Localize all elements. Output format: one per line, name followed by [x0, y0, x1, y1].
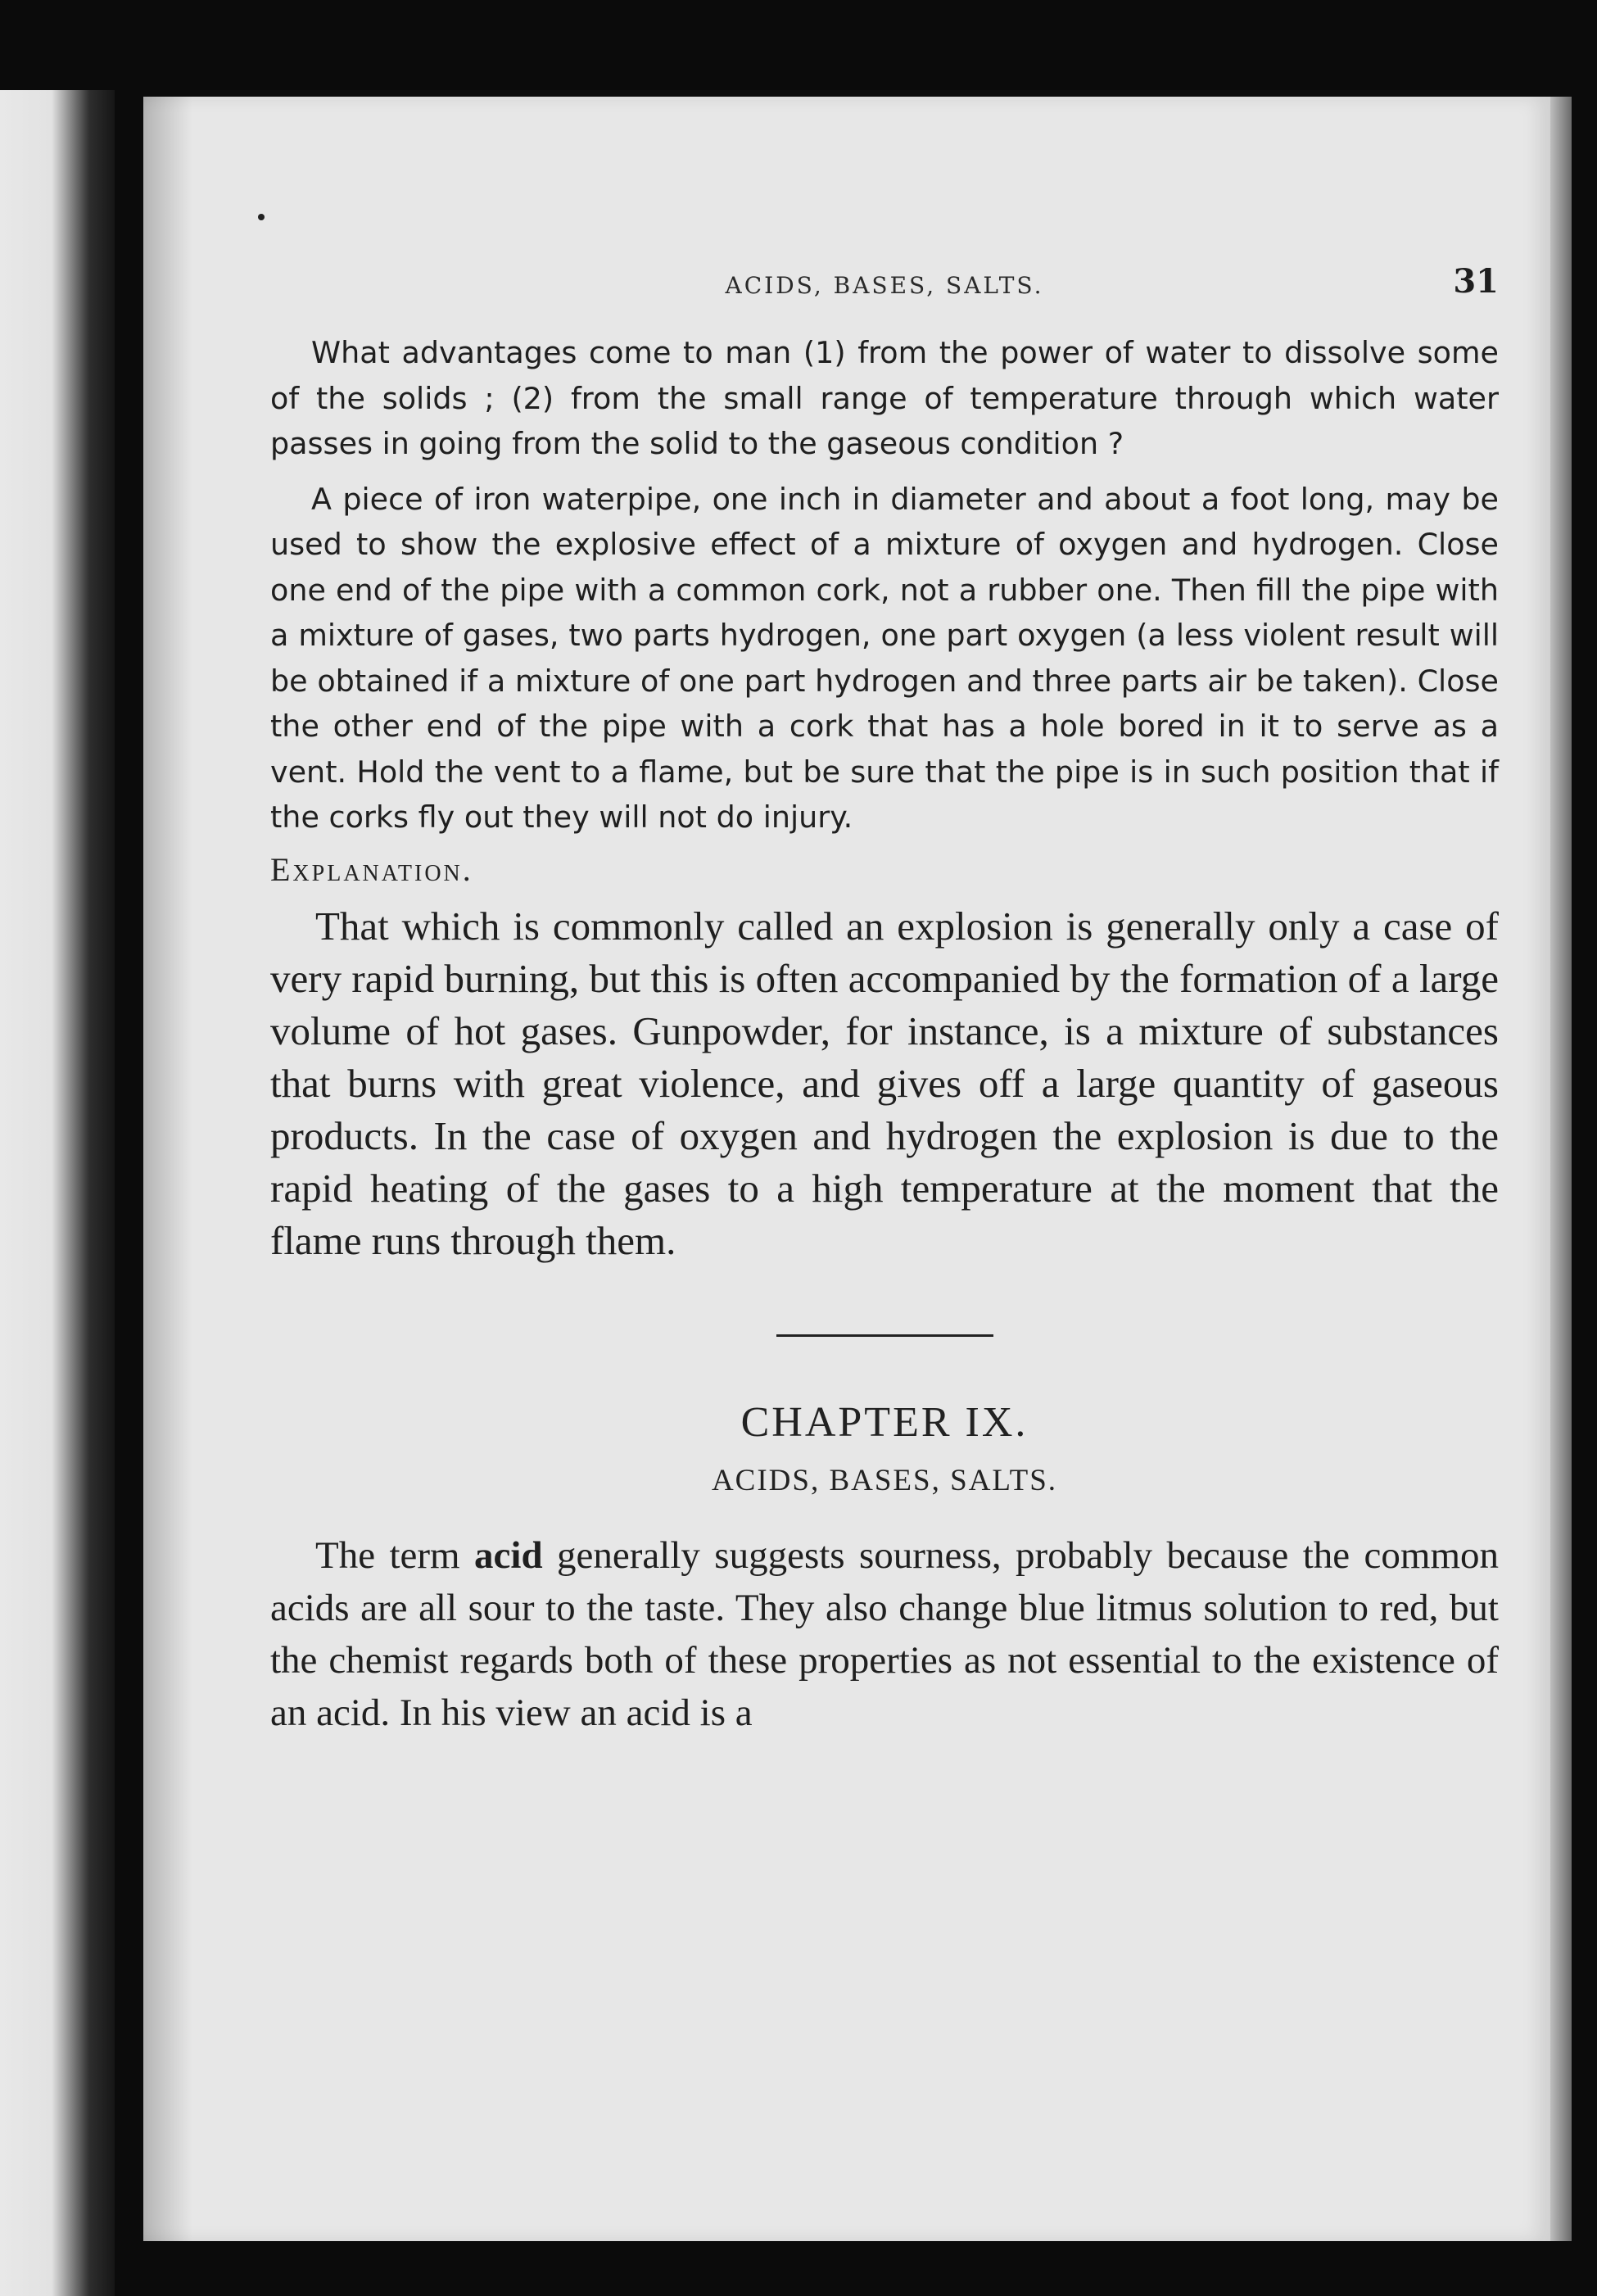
acid-term: acid	[474, 1533, 543, 1577]
chapter-title: CHAPTER IX.	[740, 1398, 1029, 1446]
chapter-divider	[776, 1334, 993, 1337]
page-content-area	[143, 97, 1550, 2241]
previous-page-edge	[0, 90, 115, 2296]
page-stack-edge	[1550, 97, 1572, 2241]
chapter-subtitle: ACIDS, BASES, SALTS.	[711, 1463, 1058, 1497]
paragraph-text-rest: generally suggests sourness, probably because the common acids are all sour to the taste. They also change blue litmus solution to red, but the chemist regards both of these properties as not essential to the existence of an acid. In his view an acid is a	[270, 1533, 1500, 1734]
experiment-paragraph: A piece of iron waterpipe, one inch in diameter and about a foot long, may be used to show the explosive effect of a mixture of oxygen and hydrogen. Close one end of the pipe with a common cork, not a rubber one. Then fill the pipe with a mixture of gases, two parts hydrogen, one part oxygen (a less violent result will be obtained if a mixture of one part hydrogen and three parts air be taken). Close the other end of the pipe with a cork that has a hole bored in it to serve as a vent. Hold the vent to a flame, but be sure that the pipe is in such position that if the corks fly out they will not do injury.	[270, 481, 1499, 835]
explanation-paragraph: That which is commonly called an explosion is generally only a case of very rapid burning, but this is often accompanied by the formation of a large volume of hot gases. Gunpowder, for instance, is a mixture of substances that burns with great violence, and gives off a large quantity of gaseous products. In the case of oxygen and hydrogen the explosion is due to the rapid heating of the gases to a high temperature at the moment that the flame runs through them.	[270, 903, 1499, 1263]
question-paragraph: What advantages come to man (1) from the power of water to dissolve some of the solids ; (2) from the small range of temperature through which water passes in going from the solid to the gaseous condition ?	[270, 335, 1499, 461]
page-header	[270, 262, 1499, 311]
running-head: ACIDS, BASES, SALTS.	[725, 272, 1044, 299]
page-number: 31	[1453, 262, 1499, 301]
explanation-heading: Explanation.	[270, 850, 473, 888]
speck-mark	[258, 214, 265, 220]
chapter-opening-paragraph	[270, 1529, 1499, 1739]
page-body	[270, 330, 1499, 1739]
paragraph-text-start: The term	[315, 1533, 475, 1577]
